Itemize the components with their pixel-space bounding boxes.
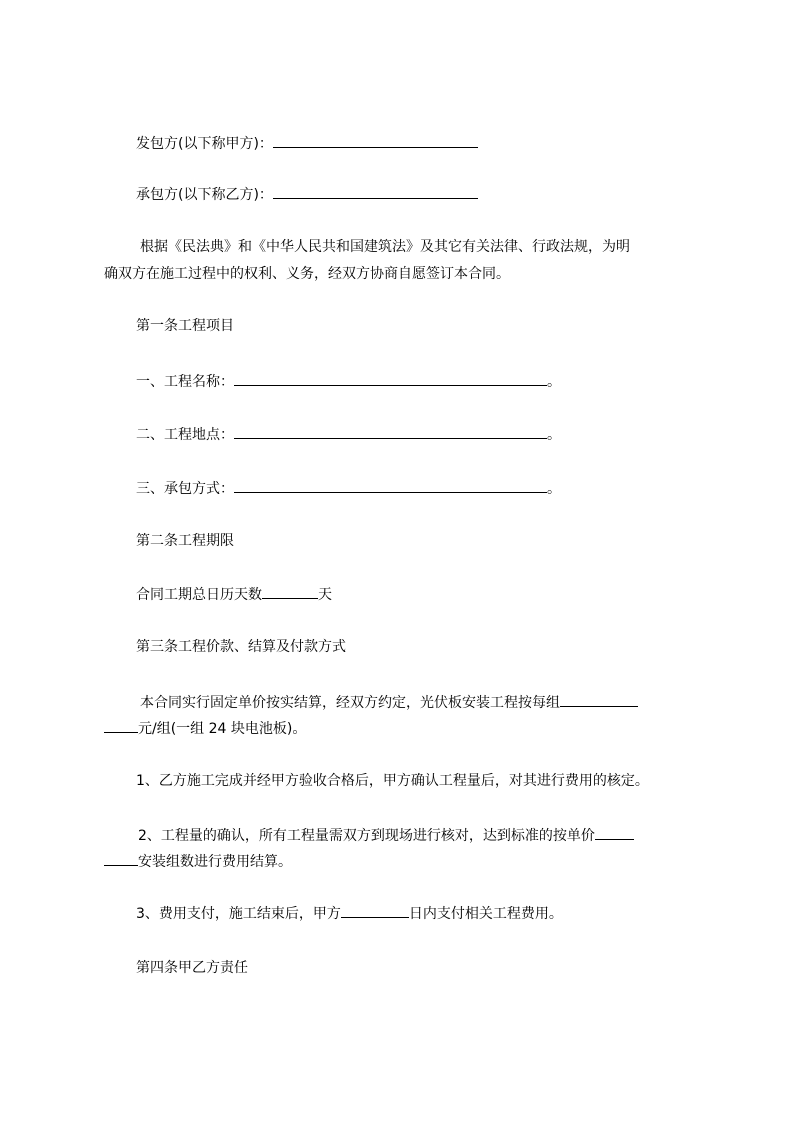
party-b-label: 承包方(以下称乙方)： — [136, 187, 273, 203]
party-a-line — [136, 133, 478, 154]
pricing-line-2 — [104, 718, 306, 739]
party-b-blank — [273, 184, 478, 199]
duration-blank — [262, 584, 318, 599]
article-4-title: 第四条甲乙方责任 — [136, 960, 248, 976]
project-location-label: 二、工程地点： — [136, 427, 234, 443]
pricing-line-1 — [140, 692, 638, 713]
preamble-line-2: 确双方在施工过程中的权利、义务，经双方协商自愿签订本合同。 — [104, 266, 510, 282]
party-a-blank — [273, 133, 478, 148]
clause-2-suffix: 安装组数进行费用结算。 — [138, 854, 292, 870]
pricing-unit-text: 元/组(一组 24 块电池板)。 — [138, 721, 307, 737]
contract-method-blank — [234, 478, 547, 493]
project-name-line — [136, 371, 561, 392]
contract-method-line — [136, 478, 561, 499]
clause-2-line-1 — [138, 825, 634, 846]
clause-2-text: 2、工程量的确认，所有工程量需双方到现场进行核对，达到标准的按单价 — [138, 828, 595, 844]
party-b-line — [136, 184, 478, 205]
project-location-blank — [234, 424, 547, 439]
contract-method-period: 。 — [547, 481, 561, 497]
duration-label: 合同工期总日历天数 — [136, 587, 262, 603]
duration-unit: 天 — [318, 587, 332, 603]
pricing-text: 本合同实行固定单价按实结算，经双方约定，光伏板安装工程按每组 — [140, 695, 560, 711]
clause-1: 1、乙方施工完成并经甲方验收合格后，甲方确认工程量后，对其进行费用的核定。 — [136, 773, 649, 789]
clause-3-suffix: 日内支付相关工程费用。 — [408, 906, 563, 922]
project-location-period: 。 — [547, 427, 561, 443]
contract-method-label: 三、承包方式： — [136, 481, 234, 497]
project-name-label: 一、工程名称： — [136, 374, 234, 390]
payment-days-blank — [341, 903, 409, 918]
preamble-line-1: 根据《民法典》和《中华人民共和国建筑法》及其它有关法律、行政法规，为明 — [140, 239, 630, 255]
party-a-label: 发包方(以下称甲方)： — [136, 136, 273, 152]
price-blank-part2 — [104, 718, 138, 733]
price-blank-part1 — [560, 692, 638, 707]
unit-price-blank-part1 — [595, 825, 634, 840]
project-location-line — [136, 424, 561, 445]
unit-price-blank-part2 — [104, 851, 138, 866]
clause-2-line-2 — [104, 851, 292, 872]
article-2-title: 第二条工程期限 — [136, 533, 234, 549]
project-name-blank — [234, 371, 547, 386]
clause-3 — [136, 903, 563, 924]
duration-line — [136, 584, 332, 605]
article-1-title: 第一条工程项目 — [136, 318, 234, 334]
article-3-title: 第三条工程价款、结算及付款方式 — [136, 639, 346, 655]
clause-3-prefix: 3、费用支付，施工结束后，甲方 — [136, 906, 341, 922]
project-name-period: 。 — [547, 374, 561, 390]
